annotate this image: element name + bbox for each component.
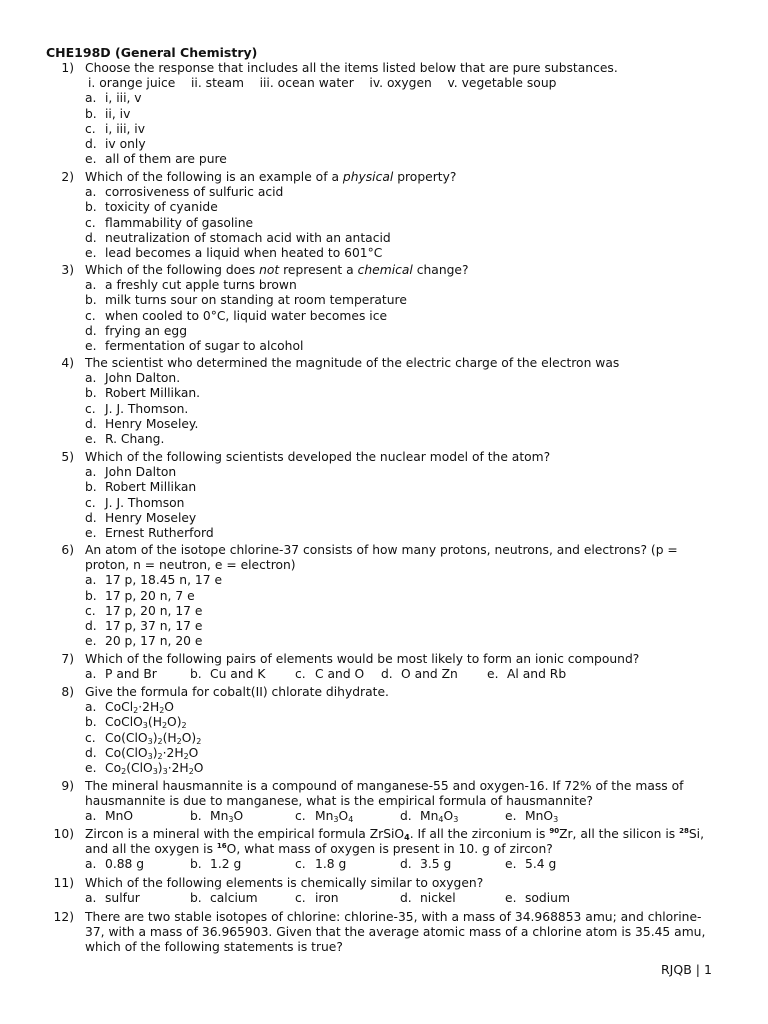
option: c. when cooled to 0°C, liquid water becomes ice — [85, 308, 388, 323]
option: d. $Mn_4O_3$ — [400, 809, 459, 825]
option: c. 1.8 g — [295, 857, 347, 872]
option: b. Cu and K — [190, 667, 266, 682]
options-list — [85, 278, 726, 354]
option: b. 1.2 g — [190, 857, 242, 872]
option: e. 5.4 g — [505, 857, 557, 872]
option: a. John Dalton — [85, 465, 177, 480]
question-number: 6) — [61, 543, 74, 557]
option: a. P and Br — [85, 667, 157, 682]
option: a. John Dalton. — [85, 371, 181, 386]
option: c. J. J. Thomson. — [85, 401, 189, 416]
question-items: i. orange juice ii. steam iii. ocean water iv. oxygen v. vegetable soup — [88, 76, 557, 91]
option: c. iron — [295, 891, 339, 906]
option: b. Robert Millikan — [85, 480, 197, 495]
option: c. i, iii, iv — [85, 121, 145, 136]
options-list — [85, 465, 726, 541]
question-number: 12) — [53, 910, 74, 924]
question-number: 1) — [61, 61, 74, 75]
question-number: 5) — [61, 450, 74, 464]
options-row — [85, 891, 726, 906]
option: d. 17 p, 37 n, 17 e — [85, 619, 203, 634]
option: b. $Mn_3O$ — [190, 809, 244, 825]
option: a. sulfur — [85, 891, 140, 906]
page-title: CHE198D (General Chemistry) — [46, 45, 258, 60]
option: a. 17 p, 18.45 n, 17 e — [85, 573, 223, 588]
question-7 — [46, 652, 726, 682]
option: d. neutralization of stomach acid with an antacid — [85, 230, 391, 245]
options-row — [85, 809, 726, 824]
option: c. 17 p, 20 n, 17 e — [85, 603, 203, 618]
option: b. milk turns sour on standing at room temperature — [85, 293, 407, 308]
option: e. R. Chang. — [85, 432, 165, 447]
question-2 — [46, 170, 726, 261]
option: e. sodium — [505, 891, 570, 906]
question-number: 7) — [61, 652, 74, 666]
question-6 — [46, 543, 726, 649]
option: b. calcium — [190, 891, 258, 906]
option: b. toxicity of cyanide — [85, 200, 218, 215]
option: d. Henry Moseley — [85, 510, 197, 525]
option: d. nickel — [400, 891, 456, 906]
options-row — [85, 857, 726, 872]
question-text: An atom of the isotope chlorine-37 consists of how many protons, neutrons, and electrons? (p = — [85, 543, 678, 557]
question-9 — [46, 779, 726, 825]
option: e. MnO$_3$ — [505, 809, 559, 825]
question-text-cont: and all the oxygen is $^{16}$O, what mass of oxygen is present in 10. g of zircon? — [85, 842, 553, 857]
page-footer: RJQB | 1 — [661, 962, 712, 977]
option: b. $CoClO_3(H_2O)_2$ — [85, 715, 187, 731]
option: e. lead becomes a liquid when heated to 601°C — [85, 246, 383, 261]
question-3 — [46, 263, 726, 354]
options-list — [85, 91, 726, 167]
options-list — [85, 700, 726, 776]
option: d. O and Zn — [381, 667, 458, 682]
question-text-cont: proton, n = neutron, e = electron) — [85, 558, 296, 573]
question-text: Which of the following scientists developed the nuclear model of the atom? — [85, 450, 551, 464]
option: a. $CoCl_2\cdot 2H_2O$ — [85, 700, 174, 716]
question-number: 4) — [61, 356, 74, 370]
options-list — [85, 371, 726, 447]
question-number: 10) — [53, 827, 74, 841]
option: a. i, iii, v — [85, 91, 142, 106]
question-text: Give the formula for cobalt(II) chlorate dihydrate. — [85, 685, 389, 699]
option: c. J. J. Thomson — [85, 495, 185, 510]
option: d. Henry Moseley. — [85, 416, 199, 431]
option: b. Robert Millikan. — [85, 386, 201, 401]
question-1 — [46, 61, 726, 167]
option: a. MnO — [85, 809, 134, 824]
option: e. Al and Rb — [487, 667, 567, 682]
option: d. $Co(ClO_3)_2\cdot 2H_2O$ — [85, 745, 199, 761]
question-number: 11) — [53, 876, 74, 890]
question-number: 3) — [61, 263, 74, 277]
option: a. corrosiveness of sulfuric acid — [85, 185, 284, 200]
option: a. a freshly cut apple turns brown — [85, 278, 297, 293]
question-5 — [46, 450, 726, 541]
question-number: 9) — [61, 779, 74, 793]
question-12 — [46, 910, 726, 956]
option: b. 17 p, 20 n, 7 e — [85, 588, 195, 603]
question-text: Which of the following is an example of a physical property? — [85, 170, 457, 184]
options-list — [85, 573, 726, 649]
option: b. ii, iv — [85, 106, 131, 121]
options-row — [85, 667, 726, 682]
question-text-cont: 37, with a mass of 36.965903. Given that the average atomic mass of a chlorine atom is 35.45 amu, — [85, 925, 706, 940]
question-number: 8) — [61, 685, 74, 699]
question-text: Zircon is a mineral with the empirical formula ZrSiO$_4$. If all the zirconium is $^{90}$Zr, all the silicon is $^{28}$Si, — [85, 827, 705, 842]
question-8 — [46, 685, 726, 776]
question-text: Which of the following pairs of elements would be most likely to form an ionic compound? — [85, 652, 640, 666]
option: e. Ernest Rutherford — [85, 526, 214, 541]
option: e. all of them are pure — [85, 152, 227, 167]
option: a. 0.88 g — [85, 857, 145, 872]
options-list — [85, 185, 726, 261]
option: e. fermentation of sugar to alcohol — [85, 339, 304, 354]
question-text-cont: hausmannite is due to manganese, what is the empirical formula of hausmannite? — [85, 794, 594, 809]
question-text: Choose the response that includes all the items listed below that are pure substances. — [85, 61, 618, 75]
option: c. $Mn_3O_4$ — [295, 809, 354, 825]
question-text: Which of the following does not represent a chemical change? — [85, 263, 469, 277]
option: d. frying an egg — [85, 323, 188, 338]
question-text: Which of the following elements is chemically similar to oxygen? — [85, 876, 484, 890]
question-text-cont: which of the following statements is true? — [85, 940, 343, 955]
option: d. 3.5 g — [400, 857, 452, 872]
question-text: There are two stable isotopes of chlorine: chlorine-35, with a mass of 34.968853 amu; and chlorine- — [85, 910, 702, 924]
option: d. iv only — [85, 137, 146, 152]
question-10 — [46, 827, 726, 873]
question-number: 2) — [61, 170, 74, 184]
option: e. 20 p, 17 n, 20 e — [85, 634, 203, 649]
option: c. C and O — [295, 667, 365, 682]
option: c. flammability of gasoline — [85, 215, 254, 230]
question-4 — [46, 356, 726, 447]
option: e. $Co_2(ClO_3)_3\cdot 2H_2O$ — [85, 761, 204, 777]
option: c. $Co(ClO_3)_2(H_2O)_2$ — [85, 730, 202, 746]
question-11 — [46, 876, 726, 906]
question-text: The mineral hausmannite is a compound of manganese-55 and oxygen-16. If 72% of the mass of — [85, 779, 684, 793]
question-text: The scientist who determined the magnitude of the electric charge of the electron was — [85, 356, 620, 370]
